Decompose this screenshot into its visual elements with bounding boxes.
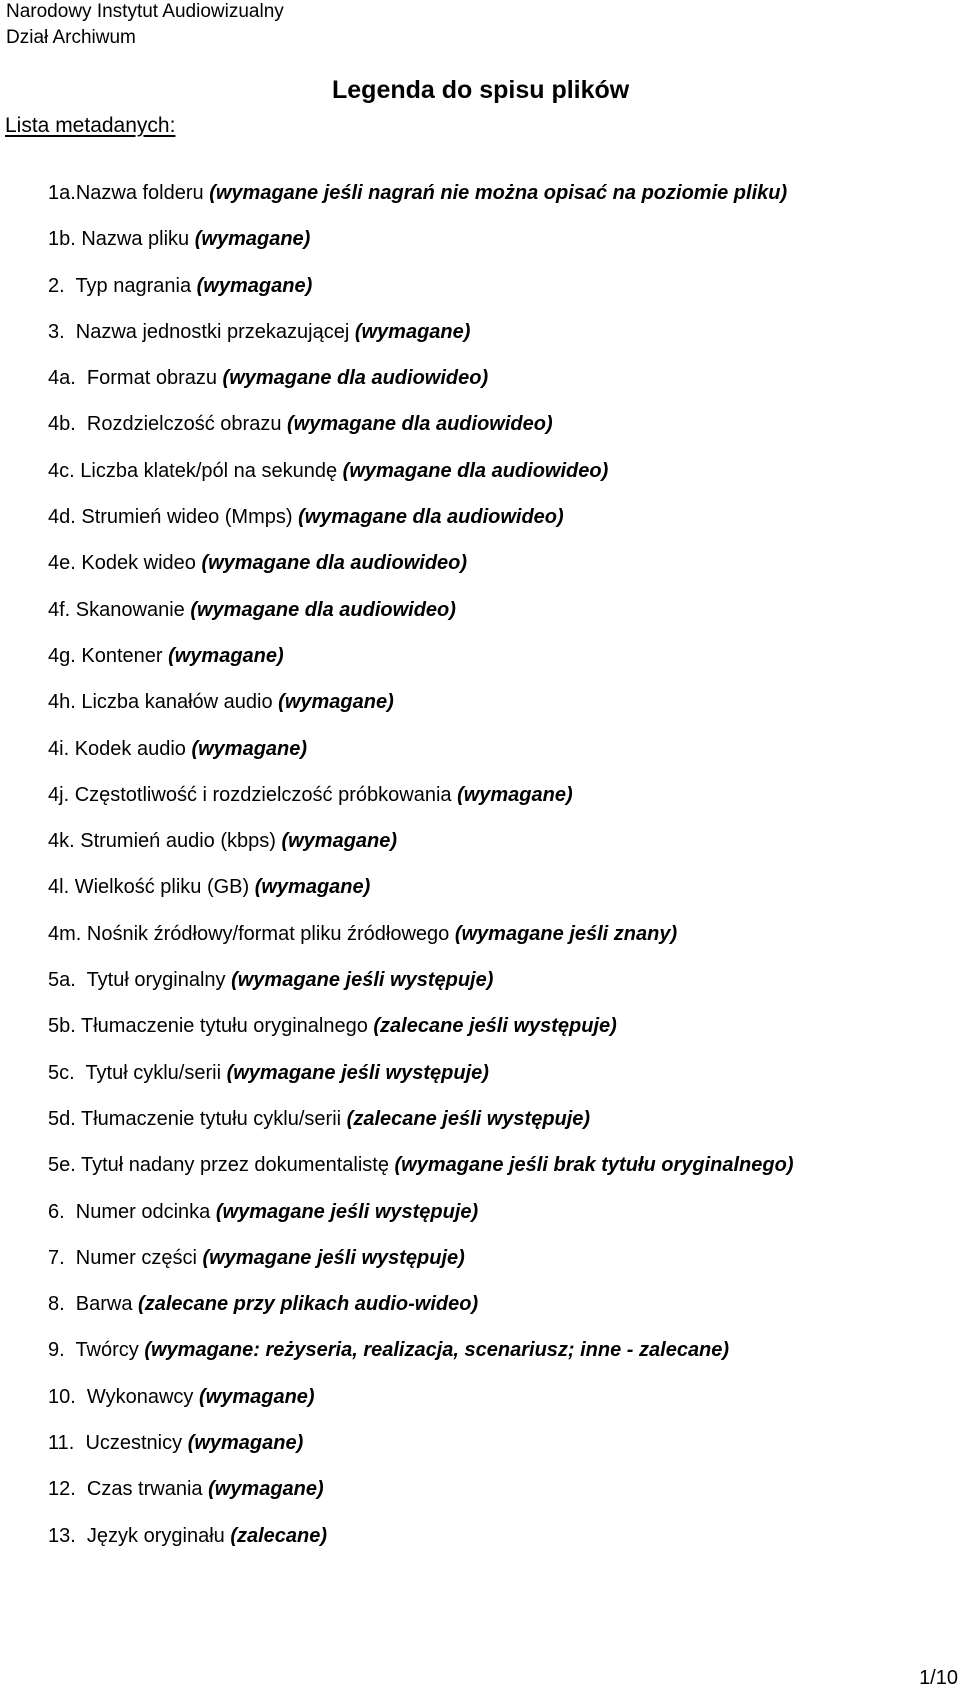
item-number: 4d. bbox=[48, 506, 82, 529]
item-number: 4l. bbox=[48, 876, 75, 899]
item-field-name: Format obrazu bbox=[86, 367, 223, 390]
metadata-list-item bbox=[48, 1245, 794, 1291]
item-requirement-note: (wymagane) bbox=[457, 783, 573, 806]
metadata-list-item bbox=[48, 874, 794, 920]
metadata-list-item bbox=[48, 226, 794, 272]
item-number: 4g. bbox=[48, 644, 82, 667]
item-number: 4e. bbox=[48, 552, 82, 575]
item-requirement-note: (wymagane jeśli występuje) bbox=[226, 1061, 489, 1084]
item-number: 1b. bbox=[48, 228, 82, 251]
item-requirement-note: (wymagane dla audiowideo) bbox=[222, 367, 489, 390]
item-field-name: Strumień wideo (Mmps) bbox=[81, 506, 299, 529]
item-number: 5d. bbox=[48, 1107, 81, 1130]
metadata-list-item bbox=[48, 921, 794, 967]
item-requirement-note: (wymagane: reżyseria, realizacja, scenariusz; inne - zalecane) bbox=[144, 1339, 730, 1362]
item-field-name: Nośnik źródłowy/format pliku źródłowego bbox=[86, 922, 455, 945]
metadata-list-item bbox=[48, 643, 794, 689]
metadata-list-item bbox=[48, 1476, 794, 1522]
item-number: 5c. bbox=[48, 1061, 86, 1084]
item-requirement-note: (zalecane przy plikach audio-wideo) bbox=[138, 1293, 479, 1316]
item-requirement-note: (wymagane jeśli występuje) bbox=[202, 1246, 465, 1269]
item-number: 1a. bbox=[48, 182, 76, 204]
item-field-name: Liczba klatek/pól na sekundę bbox=[80, 459, 343, 482]
metadata-list bbox=[48, 180, 794, 1569]
item-field-name: Uczestnicy bbox=[85, 1432, 188, 1455]
item-field-name: Strumień audio (kbps) bbox=[80, 830, 282, 853]
metadata-list-item bbox=[48, 504, 794, 550]
item-field-name: Twórcy bbox=[75, 1339, 145, 1362]
item-field-name: Wykonawcy bbox=[86, 1385, 199, 1408]
item-number: 5b. bbox=[48, 1015, 81, 1038]
item-field-name: Czas trwania bbox=[86, 1478, 209, 1501]
metadata-list-item bbox=[48, 1013, 794, 1059]
metadata-list-item bbox=[48, 1384, 794, 1430]
item-requirement-note: (wymagane) bbox=[278, 691, 394, 714]
metadata-list-item bbox=[48, 597, 794, 643]
item-number: 4a. bbox=[48, 367, 87, 390]
item-field-name: Tytuł oryginalny bbox=[86, 969, 232, 992]
item-number: 3. bbox=[48, 320, 76, 343]
item-field-name: Rozdzielczość obrazu bbox=[86, 413, 288, 436]
item-number: 6. bbox=[48, 1200, 76, 1223]
item-field-name: Nazwa folderu bbox=[75, 182, 210, 204]
item-requirement-note: (wymagane dla audiowideo) bbox=[201, 552, 468, 575]
item-requirement-note: (wymagane dla audiowideo) bbox=[342, 459, 609, 482]
department-name: Dział Archiwum bbox=[6, 27, 136, 48]
item-requirement-note: (wymagane) bbox=[168, 644, 284, 667]
item-requirement-note: (wymagane dla audiowideo) bbox=[190, 598, 456, 621]
metadata-list-item bbox=[48, 1152, 794, 1198]
metadata-list-item bbox=[48, 365, 794, 411]
item-number: 4h. bbox=[48, 691, 82, 714]
item-field-name: Tytuł cyklu/serii bbox=[85, 1061, 227, 1084]
item-number: 4f. bbox=[48, 598, 76, 621]
item-number: 4m. bbox=[48, 922, 87, 945]
item-requirement-note: (wymagane jeśli występuje) bbox=[215, 1200, 479, 1223]
metadata-list-item bbox=[48, 411, 794, 457]
metadata-list-item bbox=[48, 1060, 794, 1106]
metadata-list-item bbox=[48, 1199, 794, 1245]
item-field-name: Kontener bbox=[81, 644, 169, 667]
item-requirement-note: (wymagane dla audiowideo) bbox=[298, 506, 564, 529]
item-field-name: Nazwa jednostki przekazującej bbox=[75, 320, 355, 343]
metadata-list-item bbox=[48, 458, 794, 504]
item-field-name: Liczba kanałów audio bbox=[81, 691, 279, 714]
item-requirement-note: (wymagane) bbox=[208, 1478, 324, 1501]
item-field-name: Tytuł nadany przez dokumentalistę bbox=[81, 1154, 395, 1177]
item-number: 4c. bbox=[48, 459, 81, 482]
item-field-name: Wielkość pliku (GB) bbox=[74, 876, 255, 899]
item-number: 8. bbox=[48, 1293, 76, 1316]
item-requirement-note: (wymagane jeśli nagrań nie można opisać na poziomie pliku) bbox=[209, 182, 788, 204]
item-field-name: Częstotliwość i rozdzielczość próbkowania bbox=[74, 783, 458, 806]
item-field-name: Numer odcinka bbox=[75, 1200, 216, 1223]
metadata-list-item bbox=[48, 1337, 794, 1383]
item-number: 4b. bbox=[48, 413, 87, 436]
item-number: 13. bbox=[48, 1524, 87, 1547]
page-number: 1/10 bbox=[919, 1667, 958, 1689]
item-requirement-note: (wymagane) bbox=[199, 1385, 315, 1408]
item-field-name: Tłumaczenie tytułu cyklu/serii bbox=[81, 1107, 347, 1130]
item-requirement-note: (wymagane) bbox=[281, 830, 398, 853]
item-requirement-note: (zalecane) bbox=[230, 1524, 328, 1547]
metadata-list-item bbox=[48, 180, 794, 226]
item-requirement-note: (zalecane jeśli występuje) bbox=[346, 1107, 591, 1130]
item-number: 4j. bbox=[48, 783, 75, 806]
item-requirement-note: (wymagane jeśli znany) bbox=[454, 922, 678, 945]
item-requirement-note: (wymagane jeśli brak tytułu oryginalnego) bbox=[394, 1154, 794, 1177]
item-number: 4i. bbox=[48, 737, 75, 760]
metadata-list-item bbox=[48, 736, 794, 782]
metadata-list-item bbox=[48, 1523, 794, 1569]
item-requirement-note: (wymagane) bbox=[194, 228, 311, 251]
item-field-name: Skanowanie bbox=[75, 598, 191, 621]
metadata-list-item bbox=[48, 782, 794, 828]
item-number: 12. bbox=[48, 1478, 87, 1501]
item-field-name: Kodek audio bbox=[74, 737, 192, 760]
item-field-name: Barwa bbox=[75, 1293, 139, 1316]
metadata-list-heading: Lista metadanych: bbox=[5, 114, 176, 137]
item-requirement-note: (zalecane jeśli występuje) bbox=[373, 1015, 617, 1038]
item-number: 5e. bbox=[48, 1154, 81, 1177]
metadata-list-item bbox=[48, 967, 794, 1013]
item-number: 9. bbox=[48, 1339, 76, 1362]
item-requirement-note: (wymagane) bbox=[196, 274, 313, 297]
item-requirement-note: (wymagane jeśli występuje) bbox=[231, 969, 494, 992]
item-number: 4k. bbox=[48, 830, 81, 853]
item-requirement-note: (wymagane) bbox=[191, 737, 308, 760]
document-title: Legenda do spisu plików bbox=[332, 76, 630, 104]
item-field-name: Typ nagrania bbox=[75, 274, 197, 297]
metadata-list-item bbox=[48, 1291, 794, 1337]
item-field-name: Język oryginału bbox=[86, 1524, 231, 1547]
item-number: 11. bbox=[48, 1432, 86, 1455]
item-requirement-note: (wymagane dla audiowideo) bbox=[287, 413, 553, 436]
item-number: 7. bbox=[48, 1246, 76, 1269]
organization-name: Narodowy Instytut Audiowizualny bbox=[6, 1, 284, 22]
metadata-list-item bbox=[48, 828, 794, 874]
metadata-list-item bbox=[48, 1430, 794, 1476]
item-field-name: Kodek wideo bbox=[81, 552, 202, 575]
metadata-list-item bbox=[48, 319, 794, 365]
item-field-name: Numer części bbox=[75, 1246, 203, 1269]
metadata-list-item bbox=[48, 689, 794, 735]
item-number: 2. bbox=[48, 274, 76, 297]
item-requirement-note: (wymagane) bbox=[254, 876, 371, 899]
item-field-name: Tłumaczenie tytułu oryginalnego bbox=[81, 1015, 374, 1038]
item-requirement-note: (wymagane) bbox=[187, 1432, 304, 1455]
metadata-list-item bbox=[48, 1106, 794, 1152]
item-requirement-note: (wymagane) bbox=[354, 320, 471, 343]
metadata-list-item bbox=[48, 273, 794, 319]
item-number: 10. bbox=[48, 1385, 87, 1408]
item-field-name: Nazwa pliku bbox=[81, 228, 195, 251]
item-number: 5a. bbox=[48, 969, 87, 992]
metadata-list-item bbox=[48, 550, 794, 596]
